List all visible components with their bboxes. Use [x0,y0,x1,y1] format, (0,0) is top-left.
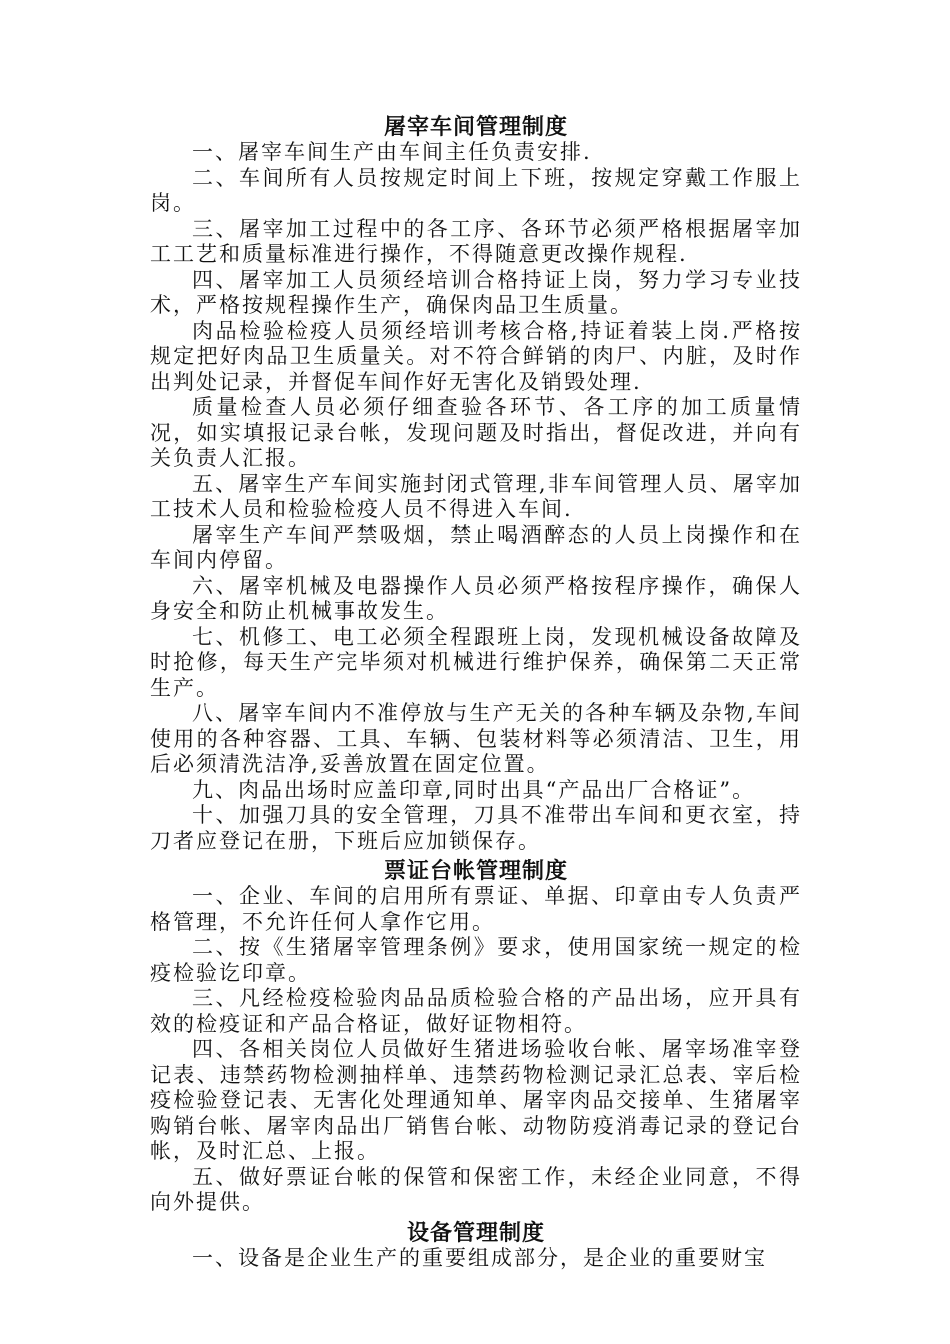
paragraph: 五、做好票证台帐的保管和保密工作，未经企业同意，不得向外提供。 [150,1164,802,1214]
section-ticket-ledger [150,858,802,1216]
paragraph: 一、屠宰车间生产由车间主任负责安排. [192,140,592,164]
paragraph: 五、屠宰生产车间实施封闭式管理,非车间管理人员、屠宰加工技术人员和检验检疫人员不得进入车间. [150,471,802,521]
section-title: 设备管理制度 [406,1219,545,1246]
paragraph: 二、按《生猪屠宰管理条例》要求，使用国家统一规定的检疫检验讫印章。 [150,935,802,985]
paragraph: 八、屠宰车间内不准停放与生产无关的各种车辆及杂物,车间使用的各种容器、工具、车辆、包装材料等必须清洁、卫生，用后必须清洗洁净,妥善放置在固定位置。 [150,701,802,776]
document-page [150,110,802,1271]
paragraph: 四、屠宰加工人员须经培训合格持证上岗，努力学习专业技术，严格按规程操作生产，确保肉品卫生质量。 [150,267,802,317]
section-title: 屠宰车间管理制度 [383,114,568,140]
paragraph: 二、车间所有人员按规定时间上下班，按规定穿戴工作服上岗。 [150,165,802,215]
paragraph: 七、机修工、电工必须全程跟班上岗，发现机械设备故障及时抢修，每天生产完毕须对机械进行维护保养，确保第二天正常生产。 [150,624,802,700]
paragraph: 六、屠宰机械及电器操作人员必须严格按程序操作，确保人身安全和防止机械事故发生。 [150,573,802,623]
paragraph: 一、设备是企业生产的重要组成部分，是企业的重要财宝 [192,1245,767,1270]
paragraph: 九、肉品出场时应盖印章,同时出具“产品出厂合格证”。 [192,777,756,802]
paragraph: 质量检查人员必须仔细查验各环节、各工序的加工质量情况，如实填报记录台帐，发现问题及时指出，督促改进，并向有关负责人汇报。 [150,395,802,470]
section-slaughter-workshop [150,114,802,854]
section-equipment [150,1220,802,1272]
paragraph: 四、各相关岗位人员做好生猪进场验收台帐、屠宰场准宰登记表、违禁药物检测抽样单、违禁药物检测记录汇总表、宰后检疫检验登记表、无害化处理通知单、屠宰肉品交接单、生猪屠宰购销台帐、屠宰肉品出厂销售台帐、动物防疫消毒记录的登记台帐，及时汇总、上报。 [150,1037,802,1163]
paragraph: 一、企业、车间的启用所有票证、单据、印章由专人负责严格管理，不允许任何人拿作它用。 [150,884,802,934]
paragraph: 三、屠宰加工过程中的各工序、各环节必须严格根据屠宰加工工艺和质量标准进行操作，不得随意更改操作规程. [150,216,802,266]
paragraph: 屠宰生产车间严禁吸烟，禁止喝酒醉态的人员上岗操作和在车间内停留。 [150,522,802,572]
paragraph: 十、加强刀具的安全管理，刀具不准带出车间和更衣室，持刀者应登记在册，下班后应加锁保存。 [150,803,802,853]
section-title: 票证台帐管理制度 [383,858,568,884]
paragraph: 肉品检验检疫人员须经培训考核合格,持证着装上岗.严格按规定把好肉品卫生质量关。对不符合鲜销的肉尸、内脏，及时作出判处记录，并督促车间作好无害化及销毁处理. [150,318,802,394]
paragraph: 三、凡经检疫检验肉品品质检验合格的产品出场，应开具有效的检疫证和产品合格证，做好证物相符。 [150,986,802,1036]
